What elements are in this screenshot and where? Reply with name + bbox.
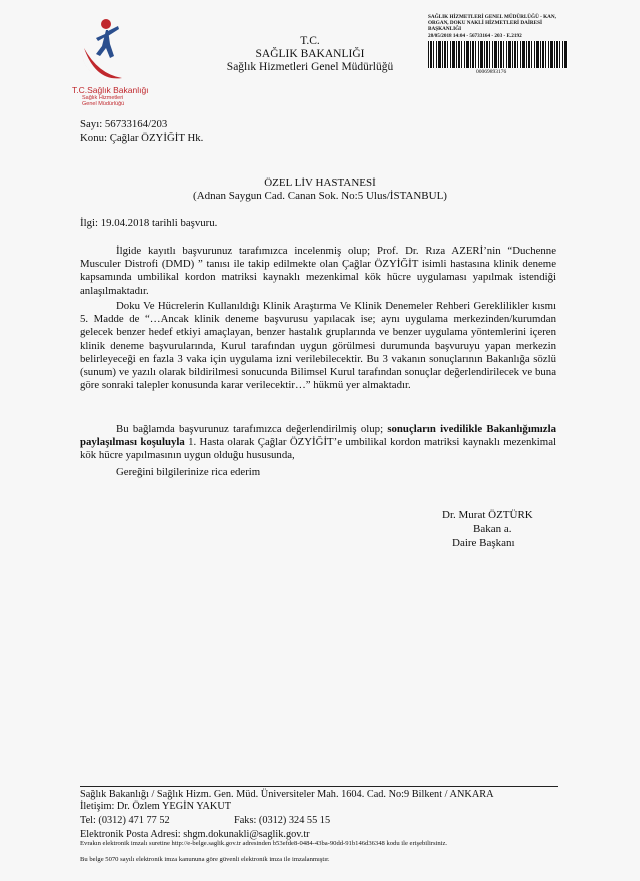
footer-email: Elektronik Posta Adresi: shgm.dokunakli@saglik.gov.tr xyxy=(80,829,310,840)
header-tc: T.C. xyxy=(300,35,320,47)
document-stamp xyxy=(428,14,588,75)
barcode xyxy=(428,41,568,68)
footer-phone-fax xyxy=(80,815,331,827)
body-paragraph-3 xyxy=(80,423,556,463)
recipient-name: ÖZEL LİV HASTANESİ xyxy=(264,177,376,189)
logo-caption xyxy=(72,85,149,107)
reference-number: Sayı: 56733164/203 xyxy=(80,118,168,130)
body-paragraph-4 xyxy=(80,466,556,479)
barcode-number: 00069893176 xyxy=(476,69,507,75)
logo-line2: Sağlık Hizmetleri xyxy=(82,95,124,101)
paragraph-2-text: Doku Ve Hücrelerin Kullanıldığı Klinik Araştırma Ve Klinik Denemeler Rehberi Gereklilikler kısmı 5. Madde de “…Ancak klinik deneme başvurusu yapılacak ise; aynı uygulama merkezinden/kurumdan gelecek benzer hedef etkiyi amaçlayan, benzer hastalık gruplarında ve benzer uygulama yöntemlerini içeren klinik deneme başvurularında, Kurul tarafından uygun görülmesi durumunda başvuruyu yapan merkezin belirleyeceği en fazla 3 vaka için uygulama izni verilebilecektir. Bu 3 vakanın sonuçlarının Bakanlığa sözlü (sunum) ve yazılı olarak bildirilmesi sonucunda Bilimsel Kurul tarafından sonuçlar değerlendirilecek ve buna göre sonraki talepler konusunda karar verilecektir…” hükmü yer almaktadır. xyxy=(80,300,556,392)
stamp-line3: BAŞKANLIĞI xyxy=(428,26,462,32)
header-ministry: SAĞLIK BAKANLIĞI xyxy=(255,48,365,60)
paragraph-3-bold: sonuçların ivedilikle Bakanlığımızla paylaşılması koşuluyla xyxy=(80,423,556,449)
signatory-name: Dr. Murat ÖZTÜRK xyxy=(442,509,533,521)
logo-line3: Genel Müdürlüğü xyxy=(82,101,125,107)
body-paragraph-1 xyxy=(80,245,556,298)
footer-esignature-note: Bu belge 5070 sayılı elektronik imza kanununa göre güvenli elektronik imza ile imzalanmıştır. xyxy=(80,856,330,863)
header-directorate: Sağlık Hizmetleri Genel Müdürlüğü xyxy=(226,61,394,73)
paragraph-3-end: 1. Hasta olarak Çağlar ÖZYİĞİT’e umbilikal kordon matriksi kaynaklı mezenkimal kök hücre yapılmasının uygun olduğu hususunda, xyxy=(80,436,556,462)
footer-fax: Faks: (0312) 324 55 15 xyxy=(234,815,331,826)
paragraph-3-start: Bu bağlamda başvurunuz tarafımızca değerlendirilmiş olup; xyxy=(116,423,388,435)
signatory-title-1: Bakan a. xyxy=(473,523,512,535)
footer-verification: Evrakın elektronik imzalı suretine http://e-belge.saglik.gov.tr adresinden b53efde8-0484-43ba-90dd-91b146d36348 kodu ile erişebilirsiniz. xyxy=(80,840,448,847)
stamp-line1: SAĞLIK HİZMETLERİ GENEL MÜDÜRLÜĞÜ - KAN, xyxy=(428,14,556,20)
body-paragraph-2 xyxy=(80,300,556,392)
footer-divider xyxy=(80,786,558,787)
footer-address: Sağlık Bakanlığı / Sağlık Hizm. Gen. Müd. Üniversiteler Mah. 1604. Cad. No:9 Bilkent / ANKARA xyxy=(80,789,494,800)
stamp-datetime: 28/05/2018 14:04 - 56733164 - 203 - E.2192 xyxy=(428,33,522,39)
recipient-address: (Adnan Saygun Cad. Canan Sok. No:5 Ulus/İSTANBUL) xyxy=(193,190,447,202)
stamp-line2: ORGAN, DOKU NAKLİ HİZMETLERİ DAİRESİ xyxy=(428,20,542,26)
paragraph-4-text: Gereğini bilgilerinize rica ederim xyxy=(116,466,261,478)
footer-tel: Tel: (0312) 471 77 52 xyxy=(80,815,170,826)
paragraph-1-text: İlgide kayıtlı başvurunuz tarafımızca incelenmiş olup; Prof. Dr. Rıza AZERİ’nin “Duchenne Musculer Distrofi (DMD) ” tanısı ile takip edilmekte olan Çağlar ÖZYİĞİT isimli hastasına klinik deneme kapsamında umbilikal kordon matriksi kaynaklı mezenkimal kök hücre uygulaması yapılmak istendiği anlaşılmaktadır. xyxy=(80,245,556,297)
subject-line: Konu: Çağlar ÖZYİĞİT Hk. xyxy=(80,132,204,144)
crescent-figure-icon xyxy=(72,12,142,92)
footer-contact: İletişim: Dr. Özlem YEGİN YAKUT xyxy=(80,801,232,812)
signatory-title-2: Daire Başkanı xyxy=(452,537,515,549)
reference-line: İlgi: 19.04.2018 tarihli başvuru. xyxy=(80,217,218,229)
logo-line1: T.C.Sağlık Bakanlığı xyxy=(72,85,149,95)
